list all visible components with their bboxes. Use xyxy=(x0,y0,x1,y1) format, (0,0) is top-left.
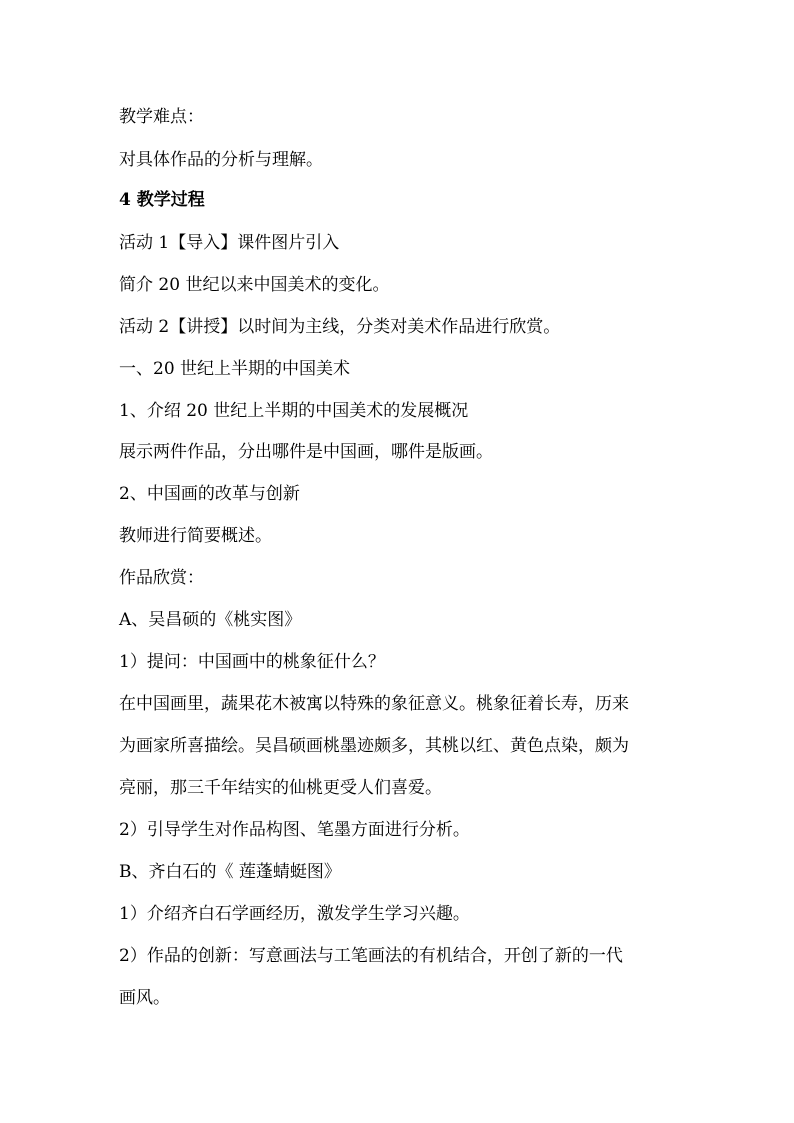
intro-text: 简介 20 世纪以来中国美术的变化。 xyxy=(119,275,390,295)
work-a-answer-line-1: 在中国画里，蔬果花木被寓以特殊的象征意义。桃象征着长寿，历来 xyxy=(119,694,629,714)
work-b-point-1: 1）介绍齐白石学画经历，激发学生学习兴趣。 xyxy=(119,904,470,924)
work-a-answer-line-2: 为画家所喜描绘。吴昌硕画桃墨迹颇多，其桃以红、黄色点染，颇为 xyxy=(119,736,629,756)
activity-2: 活动 2【讲授】以时间为主线，分类对美术作品进行欣赏。 xyxy=(119,317,561,337)
work-b-title: B、齐白石的《 莲蓬蜻蜓图》 xyxy=(119,862,341,882)
work-a-answer-line-3: 亮丽，那三千年结实的仙桃更受人们喜爱。 xyxy=(119,778,442,798)
work-a-question-1: 1）提问：中国画中的桃象征什么？ xyxy=(119,652,385,672)
process-heading: 4 教学过程 xyxy=(119,190,205,210)
work-a-question-2: 2）引导学生对作品构图、笔墨方面进行分析。 xyxy=(119,820,470,840)
difficulty-heading: 教学难点： xyxy=(119,107,204,127)
work-a-title: A、吴昌硕的《桃实图》 xyxy=(119,610,302,630)
difficulty-text: 对具体作品的分析与理解。 xyxy=(119,150,323,170)
activity-1: 活动 1【导入】课件图片引入 xyxy=(119,233,340,253)
item-2: 2、中国画的改革与创新 xyxy=(119,484,300,504)
work-b-point-2-line-1: 2）作品的创新：写意画法与工笔画法的有机结合，开创了新的一代 xyxy=(119,946,623,966)
item-1: 1、介绍 20 世纪上半期的中国美术的发展概况 xyxy=(119,401,469,421)
item-2-text: 教师进行简要概述。 xyxy=(119,526,272,546)
section-1-heading: 一、20 世纪上半期的中国美术 xyxy=(119,359,351,379)
item-1-text: 展示两件作品，分出哪件是中国画，哪件是版画。 xyxy=(119,442,493,462)
appreciation-label: 作品欣赏： xyxy=(119,568,204,588)
work-b-point-2-line-2: 画风。 xyxy=(119,988,170,1008)
